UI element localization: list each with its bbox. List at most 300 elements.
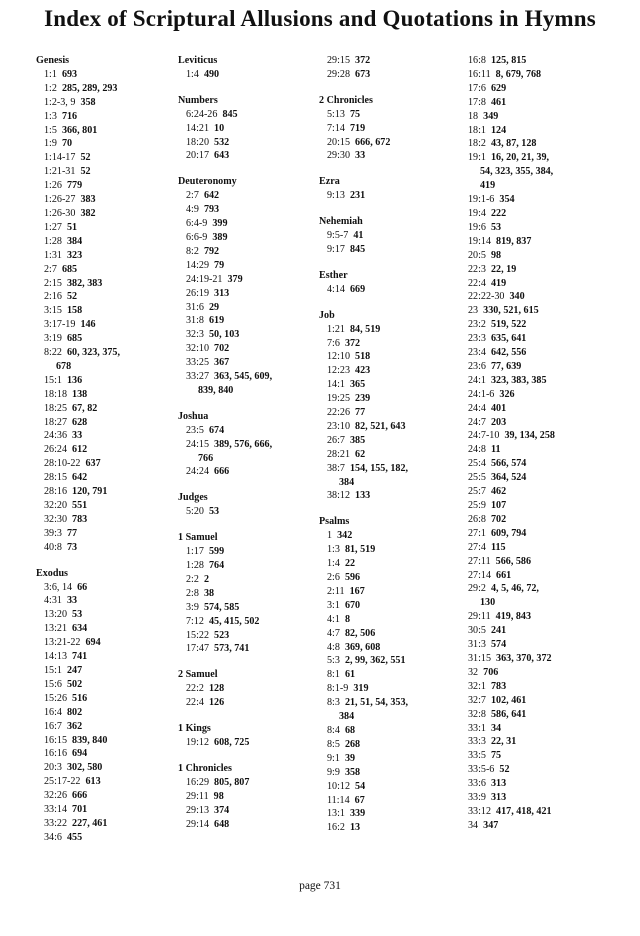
hymn-numbers: 716 — [61, 110, 78, 122]
index-entry — [460, 527, 610, 541]
verse-reference: 19:1-6 — [468, 194, 495, 206]
hymn-numbers: 845 — [350, 243, 366, 255]
verse-reference: 6:4-9 — [186, 218, 208, 230]
book-heading: 1 Chronicles — [178, 762, 232, 774]
hymn-numbers: 62 — [355, 448, 366, 460]
section-spacer — [178, 750, 318, 762]
hymn-numbers: 586, 641 — [491, 708, 527, 720]
hymn-numbers: 706 — [483, 666, 499, 678]
verse-reference: 1:21-31 — [44, 166, 76, 178]
index-entry — [36, 692, 176, 706]
verse-reference: 26:19 — [186, 287, 209, 299]
index-entry — [460, 277, 610, 291]
hymn-numbers: 490 — [203, 68, 220, 80]
index-entry — [319, 434, 459, 448]
index-entry — [460, 457, 610, 471]
index-entry — [319, 243, 459, 257]
verse-reference: 17:47 — [186, 643, 209, 655]
verse-reference: 24:1 — [468, 374, 486, 386]
verse-reference: 32:20 — [44, 500, 67, 511]
hymn-numbers: 66 — [77, 581, 88, 593]
hymn-numbers: 516 — [72, 692, 88, 704]
hymn-numbers: 389 — [212, 231, 228, 243]
verse-reference: 4:1 — [327, 613, 340, 625]
verse-reference: 13:20 — [44, 609, 67, 621]
hymn-numbers: 247 — [67, 664, 83, 676]
index-entry — [36, 443, 176, 457]
verse-reference: 4:9 — [186, 204, 199, 216]
book-heading: Leviticus — [178, 55, 218, 66]
index-entry — [319, 68, 459, 82]
index-entry — [36, 207, 176, 221]
index-entry — [36, 664, 176, 678]
index-entry — [36, 68, 176, 82]
verse-reference: 26:24 — [44, 444, 67, 456]
hymn-numbers: 609, 794 — [491, 527, 527, 539]
verse-reference: 19:4 — [468, 207, 486, 219]
hymn-numbers: 372 — [355, 55, 371, 66]
hymn-numbers: 764 — [209, 560, 225, 571]
index-entry — [178, 342, 318, 356]
verse-reference: 24:7-10 — [468, 430, 500, 442]
index-entry — [36, 527, 176, 541]
hymn-numbers: 128 — [209, 683, 225, 695]
section-spacer — [319, 503, 459, 515]
verse-reference: 31:6 — [186, 301, 204, 313]
hymn-numbers: 783 — [72, 513, 88, 525]
hymn-numbers: 642 — [72, 472, 88, 484]
verse-reference: 1:2 — [44, 82, 57, 94]
hymn-numbers: 384 — [67, 235, 83, 247]
index-entry — [36, 499, 176, 513]
verse-reference: 20:5 — [468, 249, 486, 261]
index-entry — [36, 720, 176, 734]
index-entry — [460, 610, 610, 624]
hymn-numbers: 51 — [67, 221, 78, 233]
verse-reference: 25:7 — [468, 486, 486, 498]
index-entry — [178, 217, 318, 231]
verse-reference: 12:23 — [327, 365, 350, 377]
hymn-numbers: 819, 837 — [496, 235, 532, 247]
index-entry — [36, 803, 176, 817]
hymn-numbers: 268 — [344, 738, 361, 750]
hymn-numbers: 8 — [344, 613, 350, 625]
section-spacer — [319, 257, 459, 269]
book-heading: Job — [319, 309, 335, 321]
verse-reference: 14:29 — [186, 259, 209, 271]
hymn-numbers: 52 — [67, 291, 78, 303]
verse-reference: 3:19 — [44, 333, 62, 345]
index-entry — [319, 350, 459, 364]
verse-reference: 11:14 — [327, 794, 350, 806]
hymn-numbers: 2 — [203, 573, 209, 585]
index-entry — [36, 485, 176, 499]
index-entry — [460, 443, 610, 457]
verse-reference: 6:6-9 — [186, 231, 208, 243]
index-entry — [460, 777, 610, 791]
index-entry — [319, 794, 459, 808]
verse-reference: 32:10 — [186, 343, 209, 355]
index-column-1 — [36, 54, 176, 845]
hymn-numbers: 126 — [209, 697, 225, 709]
index-entry — [460, 513, 610, 527]
verse-reference: 29:13 — [186, 804, 209, 816]
hymn-numbers: 383 — [80, 194, 96, 206]
hymn-numbers: 354 — [499, 194, 515, 206]
verse-reference: 31:3 — [468, 639, 486, 651]
hymn-numbers: 532 — [214, 136, 230, 148]
hymn-numbers: 719 — [350, 122, 366, 134]
index-entry — [36, 151, 176, 165]
index-entry — [319, 392, 459, 406]
index-entry — [178, 273, 318, 287]
hymn-numbers: 685 — [67, 333, 83, 345]
hymn-numbers: 22, 31 — [491, 736, 517, 748]
verse-reference: 15:1 — [44, 374, 62, 386]
index-entry — [178, 790, 318, 804]
verse-reference: 33:12 — [468, 805, 491, 817]
index-entry — [460, 429, 610, 443]
verse-reference: 2:7 — [186, 190, 199, 202]
verse-reference: 33:14 — [44, 804, 67, 816]
hymn-numbers: 34 — [491, 722, 502, 734]
verse-reference: 34 — [468, 819, 479, 831]
hymn-numbers: 22, 19 — [491, 263, 517, 275]
hymn-numbers: 167 — [349, 585, 365, 597]
verse-reference: 25:17-22 — [44, 776, 81, 788]
index-entry — [460, 666, 610, 680]
hymn-numbers: 685 — [61, 263, 78, 275]
verse-reference: 28:16 — [44, 486, 67, 498]
section-spacer — [36, 555, 176, 567]
index-entry — [460, 388, 610, 402]
section-spacer — [319, 297, 459, 309]
index-entry — [178, 804, 318, 818]
index-entry — [36, 235, 176, 249]
hymn-numbers: 702 — [214, 343, 230, 355]
hymn-numbers: 339 — [350, 808, 366, 820]
book-heading: Esther — [319, 269, 348, 281]
index-entry — [319, 738, 459, 752]
index-entry — [36, 96, 176, 110]
index-entry — [178, 301, 318, 315]
hymn-numbers: 82, 521, 643 — [355, 420, 406, 432]
hymn-numbers: 82, 506 — [344, 627, 376, 639]
index-entry — [36, 277, 176, 291]
index-entry — [460, 82, 610, 96]
hymn-numbers: 666 — [214, 466, 230, 478]
hymn-numbers: 323 — [67, 249, 83, 261]
verse-reference: 20:3 — [44, 762, 62, 774]
verse-reference: 18:18 — [44, 388, 67, 400]
hymn-numbers: 342 — [337, 530, 353, 542]
section-spacer — [178, 479, 318, 491]
index-entry — [36, 249, 176, 263]
index-entry — [36, 594, 176, 608]
verse-reference: 33:5 — [468, 750, 486, 762]
index-entry — [36, 110, 176, 124]
verse-reference: 22:22-30 — [468, 291, 505, 303]
hymn-numbers: 792 — [203, 245, 220, 257]
index-entry — [319, 283, 459, 297]
index-entry — [178, 287, 318, 301]
hymn-numbers: 203 — [491, 416, 507, 428]
hymn-numbers: 551 — [72, 500, 88, 511]
verse-reference: 8:22 — [44, 347, 62, 359]
hymn-numbers: 77 — [355, 407, 366, 419]
index-entry — [460, 68, 610, 82]
index-entry — [36, 734, 176, 748]
book-heading: Joshua — [178, 410, 209, 422]
hymn-numbers: 45, 415, 502 — [209, 615, 260, 627]
hymn-numbers: 694 — [85, 637, 101, 649]
verse-reference: 29:2 — [468, 583, 486, 595]
index-entry — [178, 122, 318, 136]
hymn-numbers: 53 — [72, 609, 83, 621]
verse-reference: 33:3 — [468, 736, 486, 748]
index-entry — [36, 650, 176, 664]
verse-reference: 24:1-6 — [468, 388, 495, 400]
verse-reference: 3:1 — [327, 599, 340, 611]
verse-reference: 1:31 — [44, 249, 62, 261]
verse-reference: 16:11 — [468, 68, 491, 80]
verse-reference: 29:28 — [327, 68, 350, 80]
hymn-numbers: 574 — [491, 639, 507, 651]
book-heading: Judges — [178, 492, 208, 504]
hymn-numbers: 419 — [491, 277, 507, 289]
book-heading: 1 Samuel — [178, 532, 218, 544]
hymn-numbers: 702 — [491, 513, 507, 525]
index-entry — [319, 136, 459, 150]
hymn-numbers: 666 — [72, 790, 88, 802]
hymn-numbers: 637 — [85, 458, 101, 470]
verse-reference: 7:12 — [186, 615, 204, 627]
verse-reference: 22:4 — [468, 277, 486, 289]
index-entry — [460, 332, 610, 346]
hymn-numbers: 523 — [214, 629, 230, 641]
hymn-numbers: 11 — [491, 444, 501, 456]
index-entry — [178, 314, 318, 328]
hymn-numbers: 362 — [67, 720, 83, 732]
verse-reference: 2:6 — [327, 572, 340, 583]
book-heading: Deuteronomy — [178, 176, 237, 188]
index-entry — [460, 819, 610, 833]
hymn-numbers: 8, 679, 768 — [495, 68, 542, 80]
verse-reference: 22:2 — [186, 683, 204, 695]
index-entry — [36, 388, 176, 402]
verse-reference: 28:10-22 — [44, 458, 81, 470]
hymn-numbers: 629 — [491, 82, 507, 94]
index-entry — [178, 328, 318, 342]
index-entry — [319, 696, 459, 710]
index-entry — [319, 807, 459, 821]
verse-reference: 5:13 — [327, 108, 345, 120]
verse-reference: 33:6 — [468, 778, 486, 790]
index-entry — [460, 207, 610, 221]
hymn-numbers: 643 — [214, 150, 230, 162]
hymn-numbers: 61 — [344, 669, 356, 681]
index-entry — [178, 776, 318, 790]
index-column-3 — [319, 54, 459, 835]
verse-reference: 9:9 — [327, 766, 340, 778]
hymn-numbers: 783 — [491, 680, 507, 692]
verse-reference: 26:7 — [327, 434, 345, 446]
verse-reference: 26:8 — [468, 513, 486, 525]
verse-reference: 27:14 — [468, 569, 491, 581]
index-entry — [460, 193, 610, 207]
verse-reference: 9:5-7 — [327, 230, 349, 242]
index-entry — [36, 304, 176, 318]
hymn-numbers: 401 — [491, 402, 507, 414]
hymn-numbers: 29 — [209, 301, 220, 313]
verse-reference: 3:9 — [186, 601, 199, 613]
hymn-numbers: 365 — [350, 379, 366, 391]
index-entry — [36, 775, 176, 789]
verse-reference: 38:7 — [327, 462, 345, 474]
hymn-numbers: 694 — [72, 748, 88, 760]
hymn-numbers: 461 — [491, 96, 507, 108]
index-entry — [36, 346, 176, 360]
verse-reference: 27:11 — [468, 555, 491, 567]
hymn-numbers: 158 — [67, 305, 83, 317]
verse-reference: 8:5 — [327, 738, 340, 750]
index-entry — [36, 541, 176, 555]
verse-reference: 32:26 — [44, 790, 67, 802]
hymn-numbers: 98 — [491, 249, 502, 261]
verse-reference: 1:26-30 — [44, 207, 76, 219]
index-entry — [460, 151, 610, 165]
verse-reference: 32:7 — [468, 694, 486, 706]
index-entry — [460, 791, 610, 805]
hymn-numbers: 313 — [491, 792, 507, 804]
hymn-numbers: 566, 574 — [491, 458, 527, 470]
hymn-numbers: 319 — [353, 683, 369, 695]
hymn-numbers: 779 — [67, 180, 83, 192]
verse-reference: 31:8 — [186, 315, 204, 327]
verse-reference: 3:17-19 — [44, 319, 76, 331]
hymn-numbers: 642, 556 — [491, 347, 527, 359]
verse-reference: 34:6 — [44, 831, 62, 843]
verse-reference: 15:6 — [44, 678, 62, 690]
verse-reference: 25:4 — [468, 458, 486, 470]
verse-reference: 18 — [468, 110, 479, 122]
hymn-numbers: 385 — [350, 434, 366, 446]
index-entry — [319, 489, 459, 503]
index-entry — [178, 818, 318, 832]
hymn-numbers: 619 — [209, 315, 225, 327]
verse-reference: 1:3 — [44, 110, 57, 122]
hymn-numbers: 67 — [354, 794, 365, 806]
book-heading: 2 Chronicles — [319, 94, 373, 106]
verse-reference: 24:15 — [186, 438, 209, 450]
index-entry — [319, 682, 459, 696]
verse-reference: 2:11 — [327, 585, 345, 597]
index-entry — [319, 364, 459, 378]
hymn-numbers: 107 — [491, 500, 507, 511]
index-entry — [460, 110, 610, 124]
section-spacer — [178, 519, 318, 531]
verse-reference: 1:17 — [186, 546, 204, 558]
index-entry — [178, 245, 318, 259]
index-entry — [178, 259, 318, 273]
index-entry — [36, 678, 176, 692]
hymn-numbers: 77, 639 — [491, 360, 522, 372]
index-entry — [36, 636, 176, 650]
hymn-numbers: 4, 5, 46, 72, — [491, 583, 539, 595]
hymn-numbers: 364, 524 — [491, 472, 527, 484]
hymn-numbers: 75 — [491, 750, 502, 762]
book-heading: Genesis — [36, 55, 70, 66]
index-entry — [178, 189, 318, 203]
hymn-numbers: 102, 461 — [491, 694, 527, 706]
hymn-numbers: 648 — [214, 818, 230, 830]
verse-reference: 9:17 — [327, 243, 345, 255]
hymn-numbers: 573, 741 — [214, 643, 250, 655]
verse-reference: 33:25 — [186, 357, 209, 369]
verse-reference: 23 — [468, 305, 479, 317]
index-entry — [36, 761, 176, 775]
verse-reference: 27:4 — [468, 541, 486, 553]
verse-reference: 32:8 — [468, 708, 486, 720]
verse-reference: 24:8 — [468, 444, 486, 456]
index-entry — [319, 448, 459, 462]
index-entry — [319, 420, 459, 434]
index-entry — [319, 378, 459, 392]
verse-reference: 13:21 — [44, 623, 67, 635]
hymn-numbers: 241 — [491, 625, 507, 637]
index-entry — [460, 680, 610, 694]
verse-reference: 2:2 — [186, 573, 199, 585]
verse-reference: 19:12 — [186, 736, 209, 748]
verse-reference: 8:2 — [186, 245, 199, 257]
index-column-2 — [178, 54, 318, 831]
hymn-numbers: 701 — [72, 804, 88, 816]
verse-reference: 19:6 — [468, 221, 486, 233]
hymn-numbers: 462 — [491, 486, 507, 498]
verse-reference: 15:26 — [44, 692, 67, 704]
index-entry — [36, 789, 176, 803]
index-column-4 — [460, 54, 610, 833]
hymn-numbers: 16, 20, 21, 39, — [491, 152, 550, 164]
hymn-numbers: 741 — [72, 651, 88, 663]
verse-reference: 24:24 — [186, 466, 209, 478]
hymn-numbers: 423 — [355, 365, 371, 377]
index-entry — [460, 346, 610, 360]
index-entry — [460, 735, 610, 749]
index-entry — [319, 189, 459, 203]
index-entry — [319, 54, 459, 68]
hymn-numbers: 313 — [491, 778, 507, 790]
verse-reference: 19:1 — [468, 152, 486, 164]
hymn-numbers: 382 — [80, 207, 96, 219]
index-entry — [460, 708, 610, 722]
verse-reference: 18:20 — [186, 136, 209, 148]
verse-reference: 19:25 — [327, 393, 350, 405]
hymn-numbers: 369, 608 — [344, 641, 381, 653]
verse-reference: 29:14 — [186, 818, 209, 830]
index-entry — [319, 122, 459, 136]
verse-reference: 7:6 — [327, 337, 340, 349]
book-heading: Nehemiah — [319, 216, 363, 228]
verse-reference: 16:4 — [44, 706, 62, 718]
index-entry — [460, 805, 610, 819]
index-entry — [178, 629, 318, 643]
verse-reference: 1 — [327, 530, 333, 542]
book-heading: 2 Samuel — [178, 669, 218, 681]
hymn-numbers: 673 — [355, 68, 371, 80]
verse-reference: 2:16 — [44, 291, 62, 303]
index-entry — [460, 249, 610, 263]
